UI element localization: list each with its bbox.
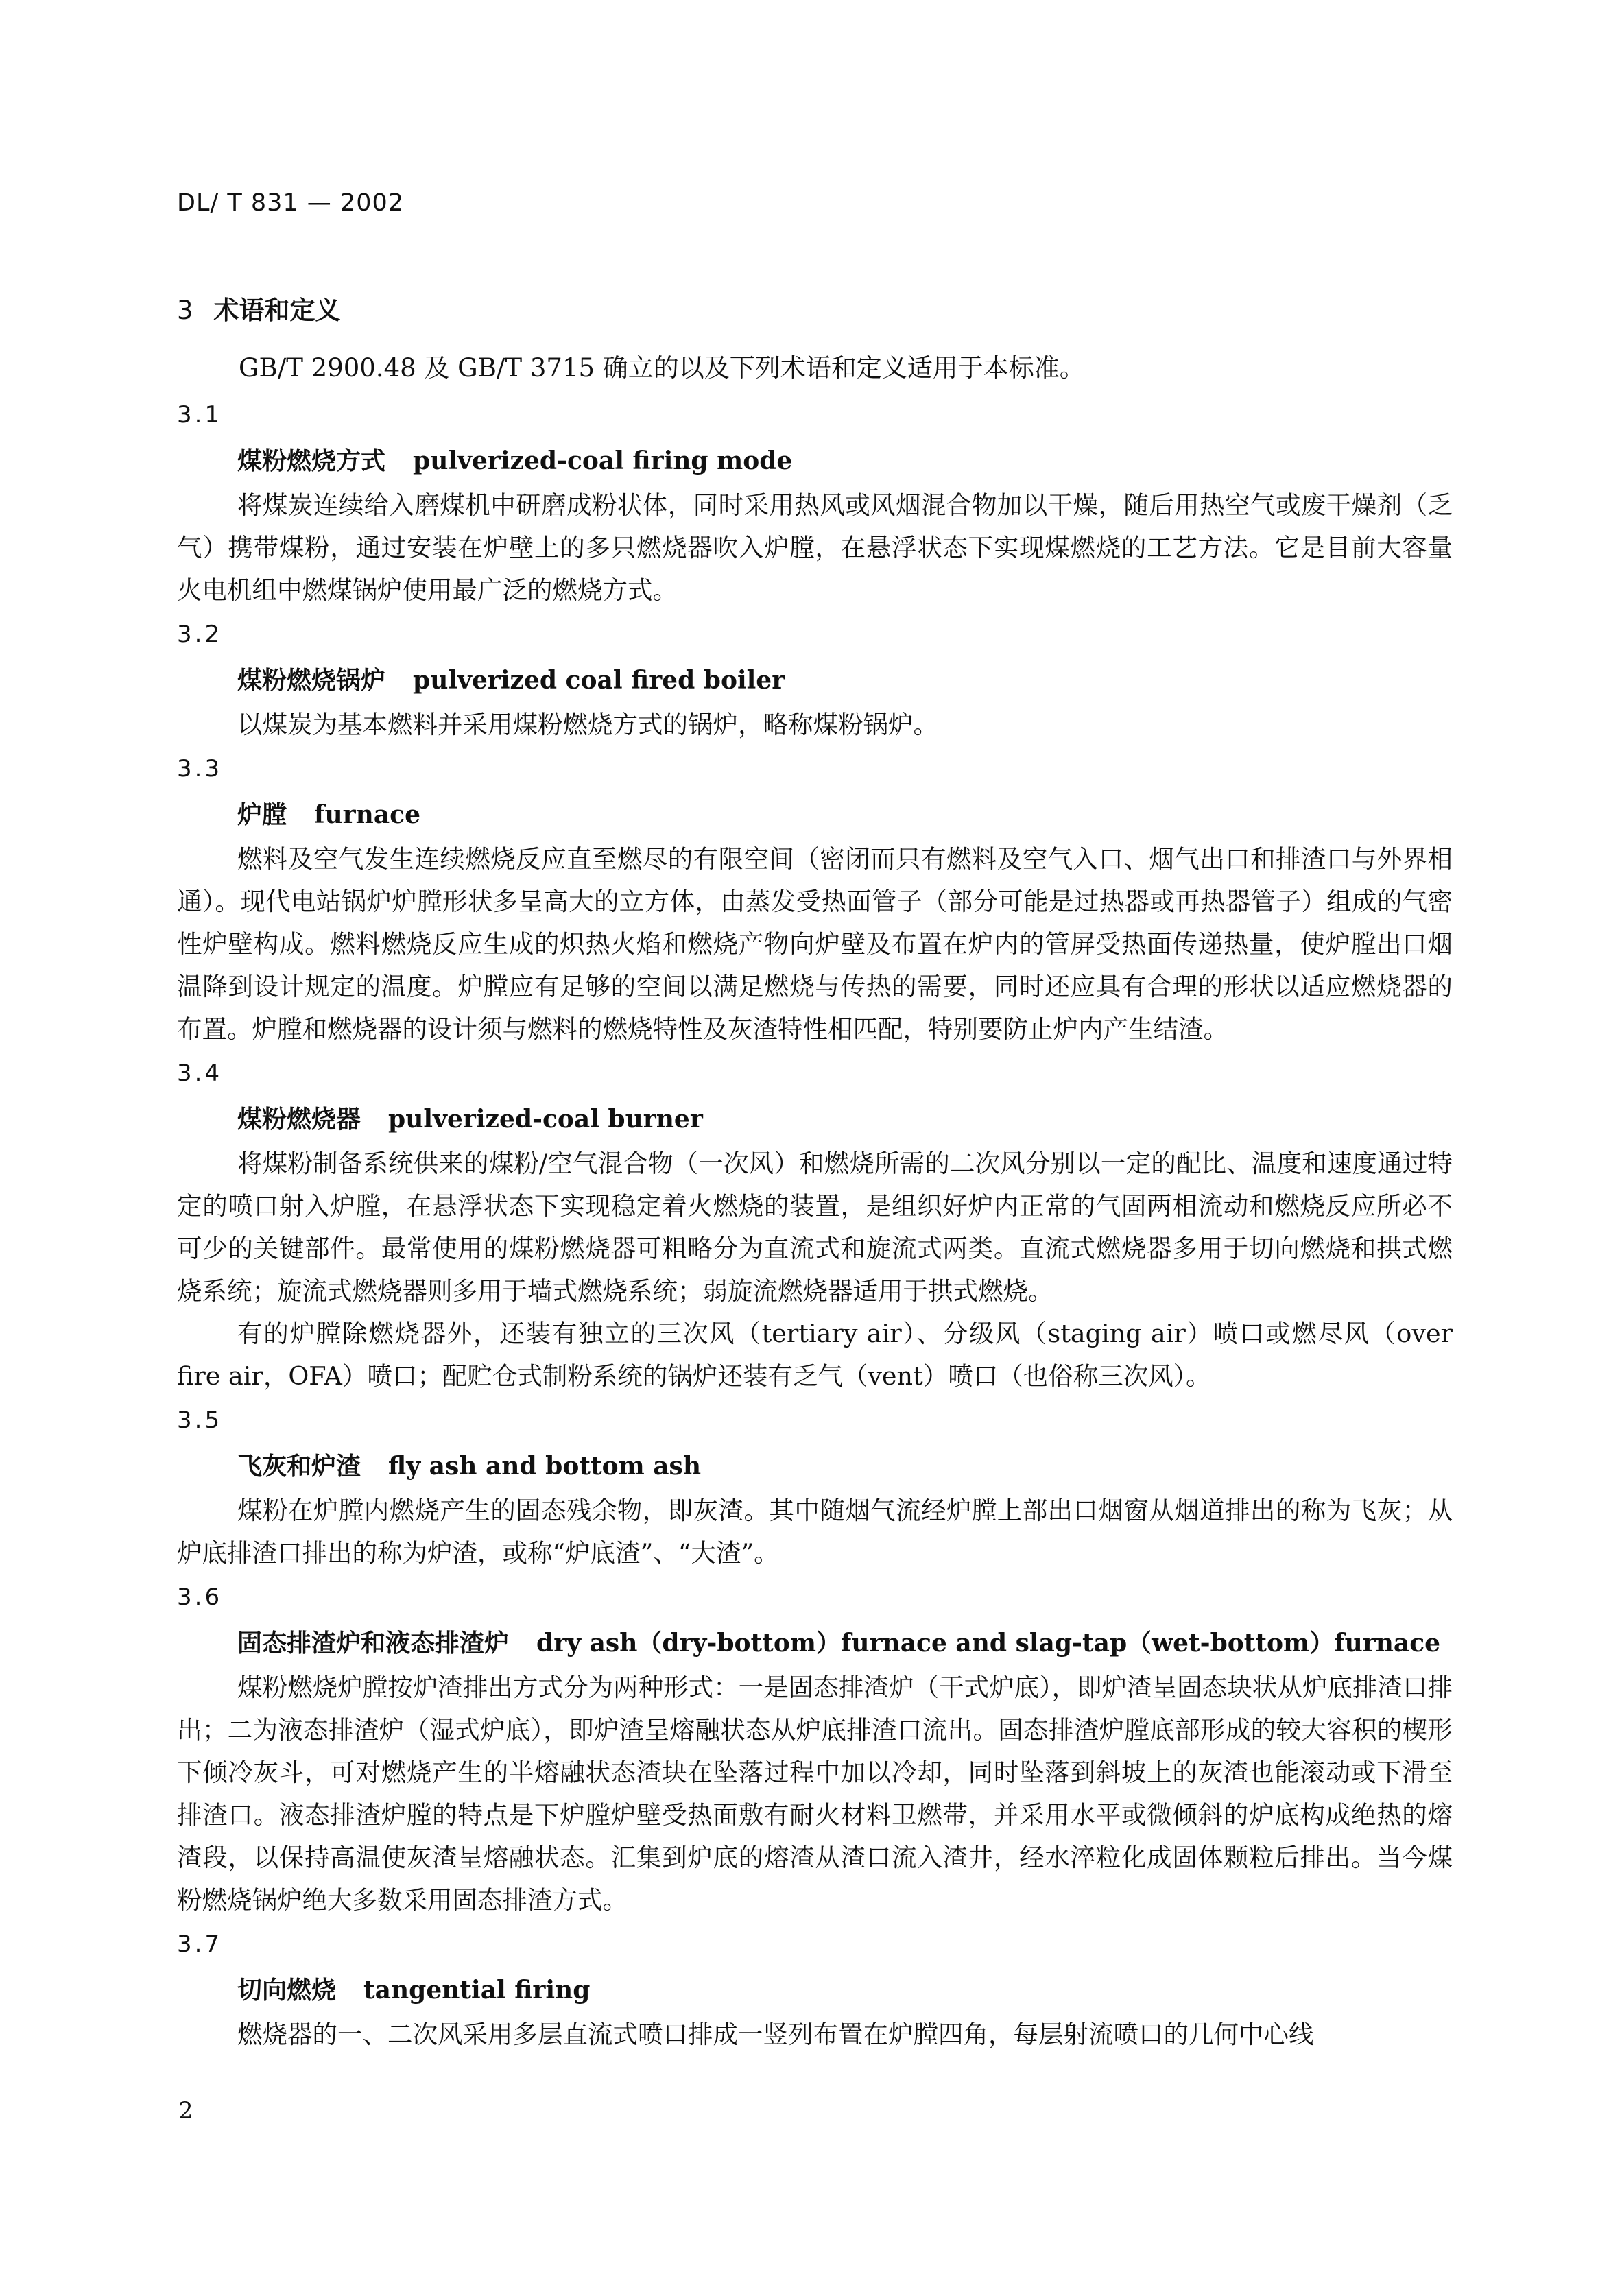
term-title xyxy=(237,1443,1453,1490)
term-title-zh: 煤粉燃烧器 xyxy=(237,1105,361,1134)
section-number: 3 xyxy=(177,296,193,325)
term-title-zh: 飞灰和炉渣 xyxy=(237,1452,361,1481)
term-title-zh: 炉膛 xyxy=(237,800,287,829)
term-number: 3.2 xyxy=(177,621,223,648)
term-title-en: pulverized-coal firing mode xyxy=(413,446,793,475)
term-number: 3.3 xyxy=(177,755,223,782)
term-number: 3.4 xyxy=(177,1060,223,1087)
intro-paragraph: GB/T 2900.48 及 GB/T 3715 确立的以及下列术语和定义适用于本标准。 xyxy=(239,353,1085,383)
term-title xyxy=(237,1967,1453,2013)
term-block xyxy=(177,392,1453,612)
term-number: 3.6 xyxy=(177,1583,223,1611)
term-definition: 煤粉在炉膛内燃烧产生的固态残余物，即灰渣。其中随烟气流经炉膛上部出口烟窗从烟道排出的称为飞灰；从炉底排渣口排出的称为炉渣，或称“炉底渣”、“大渣”。 xyxy=(177,1496,1453,1568)
term-definition: 将煤炭连续给入磨煤机中研磨成粉状体，同时采用热风或风烟混合物加以干燥，随后用热空气或废干燥剂（乏气）携带煤粉，通过安装在炉壁上的多只燃烧器吹入炉膛，在悬浮状态下实现煤燃烧的工艺方法。它是目前大容量火电机组中燃煤锅炉使用最广泛的燃烧方式。 xyxy=(177,490,1453,605)
terms-list xyxy=(177,392,1453,2056)
term-title xyxy=(237,657,1453,704)
term-block xyxy=(177,1398,1453,1575)
term-title-zh: 煤粉燃烧方式 xyxy=(237,446,386,475)
section-title xyxy=(177,289,341,326)
term-title-zh: 固态排渣炉和液态排渣炉 xyxy=(237,1629,510,1658)
term-title-en: fly ash and bottom ash xyxy=(388,1452,701,1481)
term-title-zh: 煤粉燃烧锅炉 xyxy=(237,666,386,695)
term-definition: 将煤粉制备系统供来的煤粉/空气混合物（一次风）和燃烧所需的二次风分别以一定的配比、温度和速度通过特定的喷口射入炉膛，在悬浮状态下实现稳定着火燃烧的装置，是组织好炉内正常的气固两相流动和燃烧反应所必不可少的关键部件。最常使用的煤粉燃烧器可粗略分为直流式和旋流式两类。直流式燃烧器多用于切向燃烧和拱式燃烧系统；旋流式燃烧器则多用于墙式燃烧系统；弱旋流燃烧器适用于拱式燃烧。 xyxy=(177,1149,1453,1306)
term-title-en: pulverized coal fired boiler xyxy=(413,666,785,695)
term-definition: 以煤炭为基本燃料并采用煤粉燃烧方式的锅炉，略称煤粉锅炉。 xyxy=(237,710,938,739)
term-definition: 有的炉膛除燃烧器外，还装有独立的三次风（tertiary air）、分级风（staging air）喷口或燃尽风（over fire air，OFA）喷口；配贮仓式制粉系统的锅炉还装有乏气（vent）喷口（也俗称三次风）。 xyxy=(177,1319,1453,1391)
term-title xyxy=(237,1620,1453,1666)
term-number: 3.1 xyxy=(177,401,223,429)
term-title xyxy=(237,1096,1453,1143)
term-title xyxy=(237,438,1453,484)
term-title-en: pulverized-coal burner xyxy=(388,1105,703,1134)
standard-header: DL/ T 831 — 2002 xyxy=(177,189,404,217)
term-block xyxy=(177,746,1453,1051)
term-definition: 燃料及空气发生连续燃烧反应直至燃尽的有限空间（密闭而只有燃料及空气入口、烟气出口和排渣口与外界相通）。现代电站锅炉炉膛形状多呈高大的立方体，由蒸发受热面管子（部分可能是过热器或再热器管子）组成的气密性炉壁构成。燃料燃烧反应生成的炽热火焰和燃烧产物向炉壁及布置在炉内的管屏受热面传递热量，使炉膛出口烟温降到设计规定的温度。炉膛应有足够的空间以满足燃烧与传热的需要，同时还应具有合理的形状以适应燃烧器的布置。炉膛和燃烧器的设计须与燃料的燃烧特性及灰渣特性相匹配，特别要防止炉内产生结渣。 xyxy=(177,844,1453,1044)
page-number: 2 xyxy=(178,2097,193,2125)
section-name: 术语和定义 xyxy=(213,296,341,325)
term-block xyxy=(177,612,1453,746)
term-block xyxy=(177,1575,1453,1922)
term-title-en: dry ash（dry-bottom）furnace and slag-tap（wet-bottom）furnace xyxy=(536,1629,1441,1658)
term-number: 3.5 xyxy=(177,1407,223,1434)
term-title-zh: 切向燃烧 xyxy=(237,1976,337,2005)
term-title-en: tangential firing xyxy=(363,1976,591,2005)
term-title-en: furnace xyxy=(314,800,420,829)
term-block xyxy=(177,1051,1453,1398)
term-number: 3.7 xyxy=(177,1930,223,1958)
term-block xyxy=(177,1922,1453,2056)
term-definition: 燃烧器的一、二次风采用多层直流式喷口排成一竖列布置在炉膛四角，每层射流喷口的几何中心线 xyxy=(237,2020,1314,2049)
term-title xyxy=(237,791,1453,838)
term-definition: 煤粉燃烧炉膛按炉渣排出方式分为两种形式：一是固态排渣炉（干式炉底），即炉渣呈固态块状从炉底排渣口排出；二为液态排渣炉（湿式炉底），即炉渣呈熔融状态从炉底排渣口流出。固态排渣炉膛底部形成的较大容积的楔形下倾冷灰斗，可对燃烧产生的半熔融状态渣块在坠落过程中加以冷却，同时坠落到斜坡上的灰渣也能滚动或下滑至排渣口。液态排渣炉膛的特点是下炉膛炉壁受热面敷有耐火材料卫燃带，并采用水平或微倾斜的炉底构成绝热的熔渣段，以保持高温使灰渣呈熔融状态。汇集到炉底的熔渣从渣口流入渣井，经水淬粒化成固体颗粒后排出。当今煤粉燃烧锅炉绝大多数采用固态排渣方式。 xyxy=(177,1673,1453,1915)
